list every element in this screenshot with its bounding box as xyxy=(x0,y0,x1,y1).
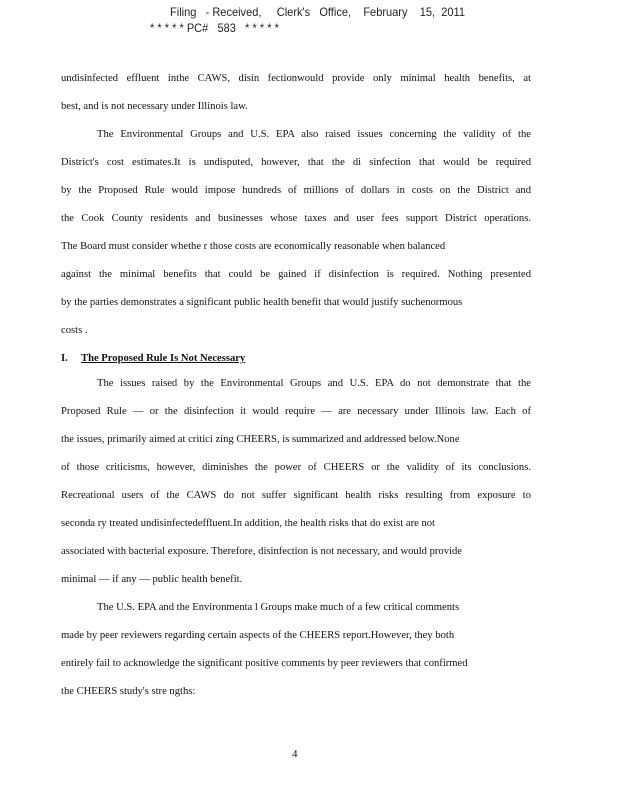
paragraph-1-line-1: undisinfected effluent inthe CAWS, disin fectionwould provide only minimal health benefits, at xyxy=(61,73,531,84)
paragraph-2-line-6: against the minimal benefits that could be gained if disinfection is required. Nothing presented xyxy=(61,269,531,280)
paragraph-4-line-4: the CHEERS study's stre ngths: xyxy=(61,686,196,697)
paragraph-3-line-6: seconda ry treated undisinfectedeffluent.In addition, the health risks that do exist are not xyxy=(61,518,435,529)
paragraph-3-line-7: associated with bacterial exposure. Therefore, disinfection is not necessary, and would provide xyxy=(61,546,462,557)
section-heading xyxy=(61,352,245,366)
paragraph-1-line-2: best, and is not necessary under Illinois law. xyxy=(61,101,248,112)
paragraph-4-line-2: made by peer reviewers regarding certain aspects of the CHEERS report.However, they both xyxy=(61,630,455,641)
pc-number-line: * * * * * PC# 583 * * * * * xyxy=(150,21,279,35)
paragraph-4-line-1: The U.S. EPA and the Environmenta l Groups make much of a few critical comments xyxy=(97,602,460,613)
paragraph-3-line-5: Recreational users of the CAWS do not suffer significant health risks resulting from exposure to xyxy=(61,490,531,501)
paragraph-2-line-1: The Environmental Groups and U.S. EPA also raised issues concerning the validity of the xyxy=(97,129,531,140)
paragraph-3-line-8: minimal — if any — public health benefit. xyxy=(61,574,243,585)
paragraph-2-line-5: The Board must consider whethe r those costs are economically reasonable when balanced xyxy=(61,241,446,252)
paragraph-2-line-7: by the parties demonstrates a significant public health benefit that would justify suchenormous xyxy=(61,297,463,308)
paragraph-2-line-4: the Cook County residents and businesses whose taxes and user fees support District operations. xyxy=(61,213,531,224)
page-number: 4 xyxy=(292,748,298,760)
paragraph-2-line-2: District's cost estimates.It is undisputed, however, that the di sinfection that would be required xyxy=(61,157,531,168)
section-title: The Proposed Rule Is Not Necessary xyxy=(81,353,246,364)
paragraph-4-line-3: entirely fail to acknowledge the significant positive comments by peer reviewers that confirmed xyxy=(61,658,468,669)
paragraph-3-line-3: the issues, primarily aimed at critici zing CHEERS, is summarized and addressed below.None xyxy=(61,434,460,445)
paragraph-3-line-4: of those criticisms, however, diminishes the power of CHEERS or the validity of its conclusions. xyxy=(61,462,531,473)
paragraph-3-line-1: The issues raised by the Environmental Groups and U.S. EPA do not demonstrate that the xyxy=(97,378,531,389)
paragraph-3-line-2: Proposed Rule — or the disinfection it would require — are necessary under Illinois law. Each of xyxy=(61,406,531,417)
section-number: I. xyxy=(61,353,68,364)
filing-header-line: Filing - Received, Clerk's Office, February 15, 2011 xyxy=(170,5,465,19)
paragraph-2-line-3: by the Proposed Rule would impose hundreds of millions of dollars in costs on the District and xyxy=(61,185,531,196)
paragraph-2-line-8: costs . xyxy=(61,325,88,336)
